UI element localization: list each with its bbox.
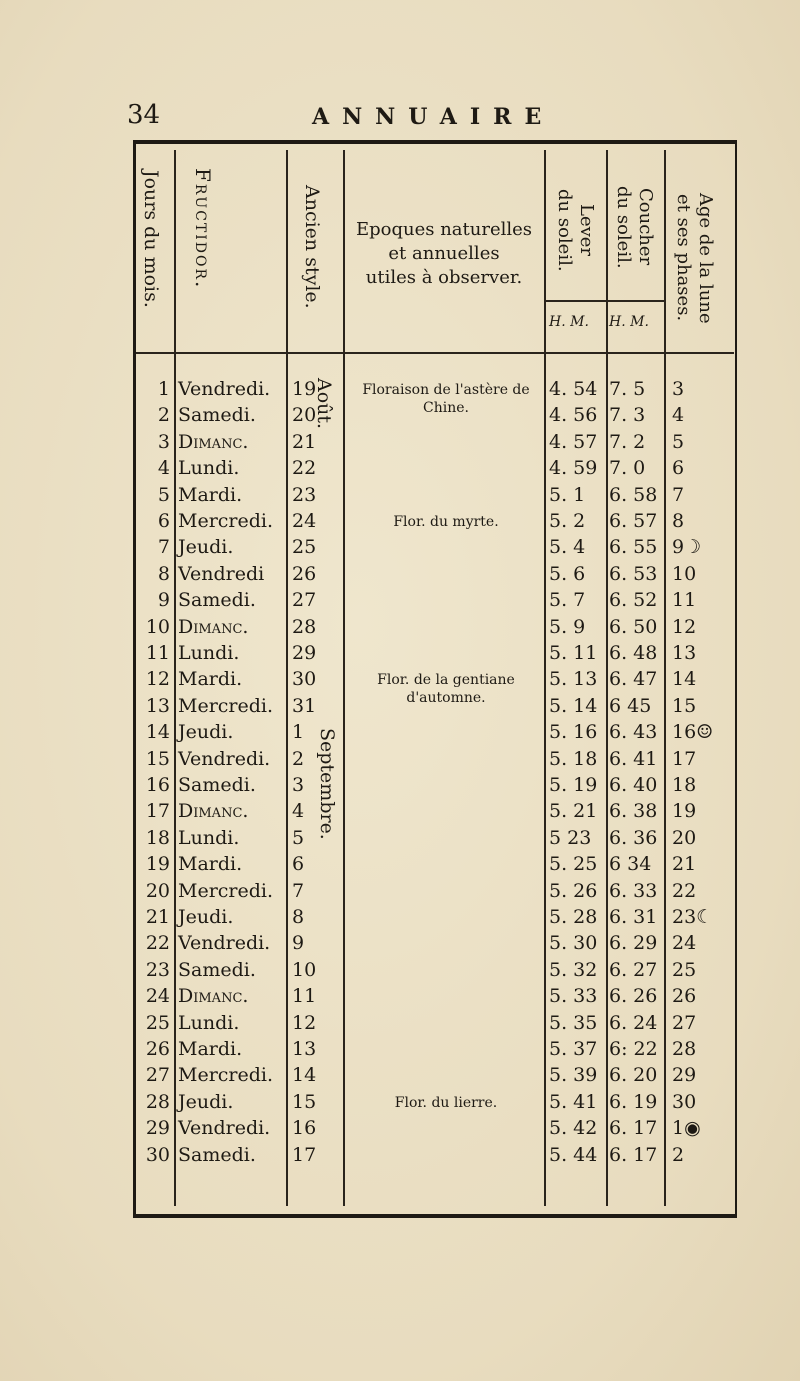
sunrise-time: 4. 56 (549, 404, 598, 426)
weekday: Mardi. (178, 853, 243, 875)
old-style-date: 31 (292, 695, 317, 717)
moon-age: 22 (672, 880, 697, 902)
sunrise-time: 5. 9 (549, 616, 586, 638)
weekday: Mercredi. (178, 510, 274, 532)
header-rule (136, 352, 734, 354)
old-style-date: 2 (292, 748, 305, 770)
weekday: Jeudi. (178, 536, 234, 558)
moon-age: 3 (672, 378, 685, 400)
weekday: Mardi. (178, 1038, 243, 1060)
old-style-date: 29 (292, 642, 317, 664)
old-style-date: 1 (292, 721, 305, 743)
moon-age: 20 (672, 827, 697, 849)
day-number: 13 (145, 695, 170, 717)
sunrise-time: 5. 37 (549, 1038, 598, 1060)
day-number: 17 (145, 800, 170, 822)
nature-note: Flor. de la gentiane d'automne. (377, 672, 515, 706)
weekday: Mercredi. (178, 695, 274, 717)
sunrise-time: 5. 14 (549, 695, 598, 717)
day-number: 28 (145, 1091, 170, 1113)
sunrise-time: 5. 30 (549, 932, 598, 954)
moon-age: 26 (672, 985, 697, 1007)
moon-age: 28 (672, 1038, 697, 1060)
weekday: Samedi. (178, 774, 256, 796)
moon-age: 7 (672, 484, 685, 506)
day-number: 11 (145, 642, 170, 664)
moon-age: 1◉ (672, 1117, 701, 1139)
sunset-time: 6. 50 (609, 616, 658, 638)
header-epoques-line-1: Epoques naturelles (355, 219, 533, 240)
header-jours: Jours du mois. (140, 170, 162, 308)
col-rule-3 (343, 150, 345, 1206)
sunset-time: 6. 53 (609, 563, 658, 585)
header-coucher-line-2: du soleil. (613, 185, 634, 269)
weekday: Mardi. (178, 484, 243, 506)
old-style-date: 16 (292, 1117, 317, 1139)
old-style-date: 6 (292, 853, 305, 875)
weekday: Lundi. (178, 457, 240, 479)
weekday: Mardi. (178, 668, 243, 690)
day-number: 1 (157, 378, 170, 400)
col-rule-5 (606, 150, 608, 1206)
weekday: Jeudi. (178, 1091, 234, 1113)
sunset-time: 6 34 (609, 853, 652, 875)
moon-age: 27 (672, 1012, 697, 1034)
sunset-time: 7. 3 (609, 404, 646, 426)
sunset-time: 6 45 (609, 695, 652, 717)
sunset-time: 6. 24 (609, 1012, 658, 1034)
sunset-time: 7. 0 (609, 457, 646, 479)
sunset-time: 6. 40 (609, 774, 658, 796)
day-number: 15 (145, 748, 170, 770)
sunrise-time: 5 23 (549, 827, 592, 849)
sunset-time: 6. 26 (609, 985, 658, 1007)
running-head: ANNUAIRE (312, 104, 555, 130)
moon-age: 4 (672, 404, 685, 426)
sunrise-time: 5. 42 (549, 1117, 598, 1139)
sunset-time: 7. 2 (609, 431, 646, 453)
weekday: Mercredi. (178, 880, 274, 902)
moon-age: 6 (672, 457, 685, 479)
header-lever-line-1: Lever (576, 203, 597, 257)
sunrise-time: 5. 41 (549, 1091, 598, 1113)
col-rule-6 (664, 150, 666, 1206)
nature-note: Flor. du lierre. (394, 1095, 498, 1111)
col-rule-2 (286, 150, 288, 1206)
sunrise-time: 4. 59 (549, 457, 598, 479)
page-number: 34 (127, 100, 161, 130)
old-style-date: 21 (292, 431, 317, 453)
weekday: Vendredi. (178, 378, 271, 400)
old-style-date: 23 (292, 484, 317, 506)
sunset-time: 6. 38 (609, 800, 658, 822)
day-number: 10 (145, 616, 170, 638)
sunset-time: 6. 52 (609, 589, 658, 611)
header-fructidor: Fructidor. (191, 168, 215, 290)
day-number: 5 (157, 484, 170, 506)
sunrise-time: 5. 16 (549, 721, 598, 743)
moon-age: 29 (672, 1064, 697, 1086)
sunset-time: 6. 48 (609, 642, 658, 664)
sunset-time: 6. 17 (609, 1144, 658, 1166)
sunset-time: 6. 29 (609, 932, 658, 954)
old-style-date: 20 (292, 404, 317, 426)
sunset-time: 6. 41 (609, 748, 658, 770)
sunrise-time: 5. 32 (549, 959, 598, 981)
old-style-date: 27 (292, 589, 317, 611)
sunset-time: 6. 58 (609, 484, 658, 506)
month-aout: Août. (313, 378, 335, 430)
moon-age: 10 (672, 563, 697, 585)
moon-age: 9☽ (672, 536, 702, 558)
old-style-date: 10 (292, 959, 317, 981)
day-number: 30 (145, 1144, 170, 1166)
header-lever-line-2: du soleil. (554, 188, 575, 272)
sunrise-time: 5. 2 (549, 510, 586, 532)
old-style-date: 11 (292, 985, 317, 1007)
day-number: 9 (157, 589, 170, 611)
sunrise-time: 5. 39 (549, 1064, 598, 1086)
header-epoques-line-3: utiles à observer. (365, 267, 523, 288)
header-lever (553, 170, 597, 290)
sunrise-time: 5. 7 (549, 589, 586, 611)
sunset-time: 6. 47 (609, 668, 658, 690)
old-style-date: 17 (292, 1144, 317, 1166)
sunrise-time: 5. 18 (549, 748, 598, 770)
header-lune (672, 168, 716, 348)
day-number: 20 (145, 880, 170, 902)
day-number: 18 (145, 827, 170, 849)
moon-age: 2 (672, 1144, 685, 1166)
moon-age: 12 (672, 616, 697, 638)
day-number: 7 (157, 536, 170, 558)
moon-age: 11 (672, 589, 697, 611)
day-number: 4 (157, 457, 170, 479)
moon-age: 17 (672, 748, 697, 770)
day-number: 12 (145, 668, 170, 690)
sunset-time: 6. 43 (609, 721, 658, 743)
weekday: Vendredi. (178, 748, 271, 770)
old-style-date: 30 (292, 668, 317, 690)
sunset-time: 6. 19 (609, 1091, 658, 1113)
day-number: 19 (145, 853, 170, 875)
sunrise-time: 5. 1 (549, 484, 586, 506)
sunset-time: 7. 5 (609, 378, 646, 400)
day-number: 23 (145, 959, 170, 981)
moon-age: 19 (672, 800, 697, 822)
header-ancien-style: Ancien style. (301, 185, 323, 309)
weekday: Dimanc. (178, 431, 249, 453)
moon-age: 14 (672, 668, 697, 690)
sunrise-time: 5. 35 (549, 1012, 598, 1034)
day-number: 16 (145, 774, 170, 796)
old-style-date: 15 (292, 1091, 317, 1113)
weekday: Jeudi. (178, 721, 234, 743)
old-style-date: 14 (292, 1064, 317, 1086)
weekday: Lundi. (178, 1012, 240, 1034)
sunrise-time: 5. 4 (549, 536, 586, 558)
weekday: Lundi. (178, 827, 240, 849)
sunrise-time: 5. 33 (549, 985, 598, 1007)
old-style-date: 8 (292, 906, 305, 928)
day-number: 14 (145, 721, 170, 743)
sunset-time: 6. 27 (609, 959, 658, 981)
col-rule-4 (544, 150, 546, 1206)
sunrise-time: 4. 54 (549, 378, 598, 400)
weekday: Lundi. (178, 642, 240, 664)
sunrise-time: 5. 44 (549, 1144, 598, 1166)
sunrise-time: 5. 11 (549, 642, 598, 664)
header-lune-line-1: Age de la lune (695, 192, 716, 324)
weekday: Samedi. (178, 959, 256, 981)
weekday: Jeudi. (178, 906, 234, 928)
moon-age: 21 (672, 853, 697, 875)
old-style-date: 9 (292, 932, 305, 954)
old-style-date: 12 (292, 1012, 317, 1034)
hm-rule (544, 300, 664, 302)
weekday: Dimanc. (178, 985, 249, 1007)
moon-age: 25 (672, 959, 697, 981)
moon-age: 13 (672, 642, 697, 664)
col-rule-1 (174, 150, 176, 1206)
header-hm-coucher: H. M. (609, 314, 649, 330)
header-coucher (612, 160, 656, 294)
day-number: 24 (145, 985, 170, 1007)
sunset-time: 6. 57 (609, 510, 658, 532)
day-number: 22 (145, 932, 170, 954)
day-number: 26 (145, 1038, 170, 1060)
old-style-date: 4 (292, 800, 305, 822)
day-number: 29 (145, 1117, 170, 1139)
day-number: 25 (145, 1012, 170, 1034)
day-number: 3 (157, 431, 170, 453)
moon-age: 15 (672, 695, 697, 717)
old-style-date: 24 (292, 510, 317, 532)
nature-note: Flor. du myrte. (393, 514, 499, 530)
day-number: 21 (145, 906, 170, 928)
weekday: Dimanc. (178, 800, 249, 822)
header-lune-line-2: et ses phases. (673, 194, 694, 322)
header-epoques (344, 218, 544, 290)
moon-age: 18 (672, 774, 697, 796)
old-style-date: 3 (292, 774, 305, 796)
sunrise-time: 5. 19 (549, 774, 598, 796)
weekday: Samedi. (178, 404, 256, 426)
weekday: Samedi. (178, 1144, 256, 1166)
moon-age: 24 (672, 932, 697, 954)
old-style-date: 26 (292, 563, 317, 585)
sunrise-time: 4. 57 (549, 431, 598, 453)
weekday: Samedi. (178, 589, 256, 611)
old-style-date: 22 (292, 457, 317, 479)
sunset-time: 6: 22 (609, 1038, 658, 1060)
day-number: 27 (145, 1064, 170, 1086)
weekday: Vendredi. (178, 1117, 271, 1139)
old-style-date: 13 (292, 1038, 317, 1060)
nature-note: Floraison de l'astère de Chine. (362, 382, 530, 416)
moon-age: 16☺ (672, 721, 714, 743)
old-style-date: 19 (292, 378, 317, 400)
moon-age: 30 (672, 1091, 697, 1113)
old-style-date: 5 (292, 827, 305, 849)
header-coucher-line-1: Coucher (635, 188, 656, 266)
sunrise-time: 5. 6 (549, 563, 586, 585)
day-number: 2 (157, 404, 170, 426)
sunset-time: 6. 17 (609, 1117, 658, 1139)
sunrise-time: 5. 13 (549, 668, 598, 690)
moon-age: 8 (672, 510, 685, 532)
moon-age: 23☾ (672, 906, 714, 928)
sunset-time: 6. 33 (609, 880, 658, 902)
day-number: 8 (157, 563, 170, 585)
old-style-date: 25 (292, 536, 317, 558)
sunset-time: 6. 31 (609, 906, 658, 928)
weekday: Vendredi (178, 563, 265, 585)
sunrise-time: 5. 28 (549, 906, 598, 928)
sunset-time: 6. 36 (609, 827, 658, 849)
sunrise-time: 5. 21 (549, 800, 598, 822)
weekday: Dimanc. (178, 616, 249, 638)
weekday: Mercredi. (178, 1064, 274, 1086)
header-epoques-line-2: et annuelles (388, 243, 500, 264)
header-hm-lever: H. M. (549, 314, 589, 330)
sunset-time: 6. 55 (609, 536, 658, 558)
weekday: Vendredi. (178, 932, 271, 954)
moon-age: 5 (672, 431, 685, 453)
sunset-time: 6. 20 (609, 1064, 658, 1086)
old-style-date: 7 (292, 880, 305, 902)
month-septembre: Septembre. (316, 728, 338, 840)
sunrise-time: 5. 25 (549, 853, 598, 875)
day-number: 6 (157, 510, 170, 532)
old-style-date: 28 (292, 616, 317, 638)
sunrise-time: 5. 26 (549, 880, 598, 902)
